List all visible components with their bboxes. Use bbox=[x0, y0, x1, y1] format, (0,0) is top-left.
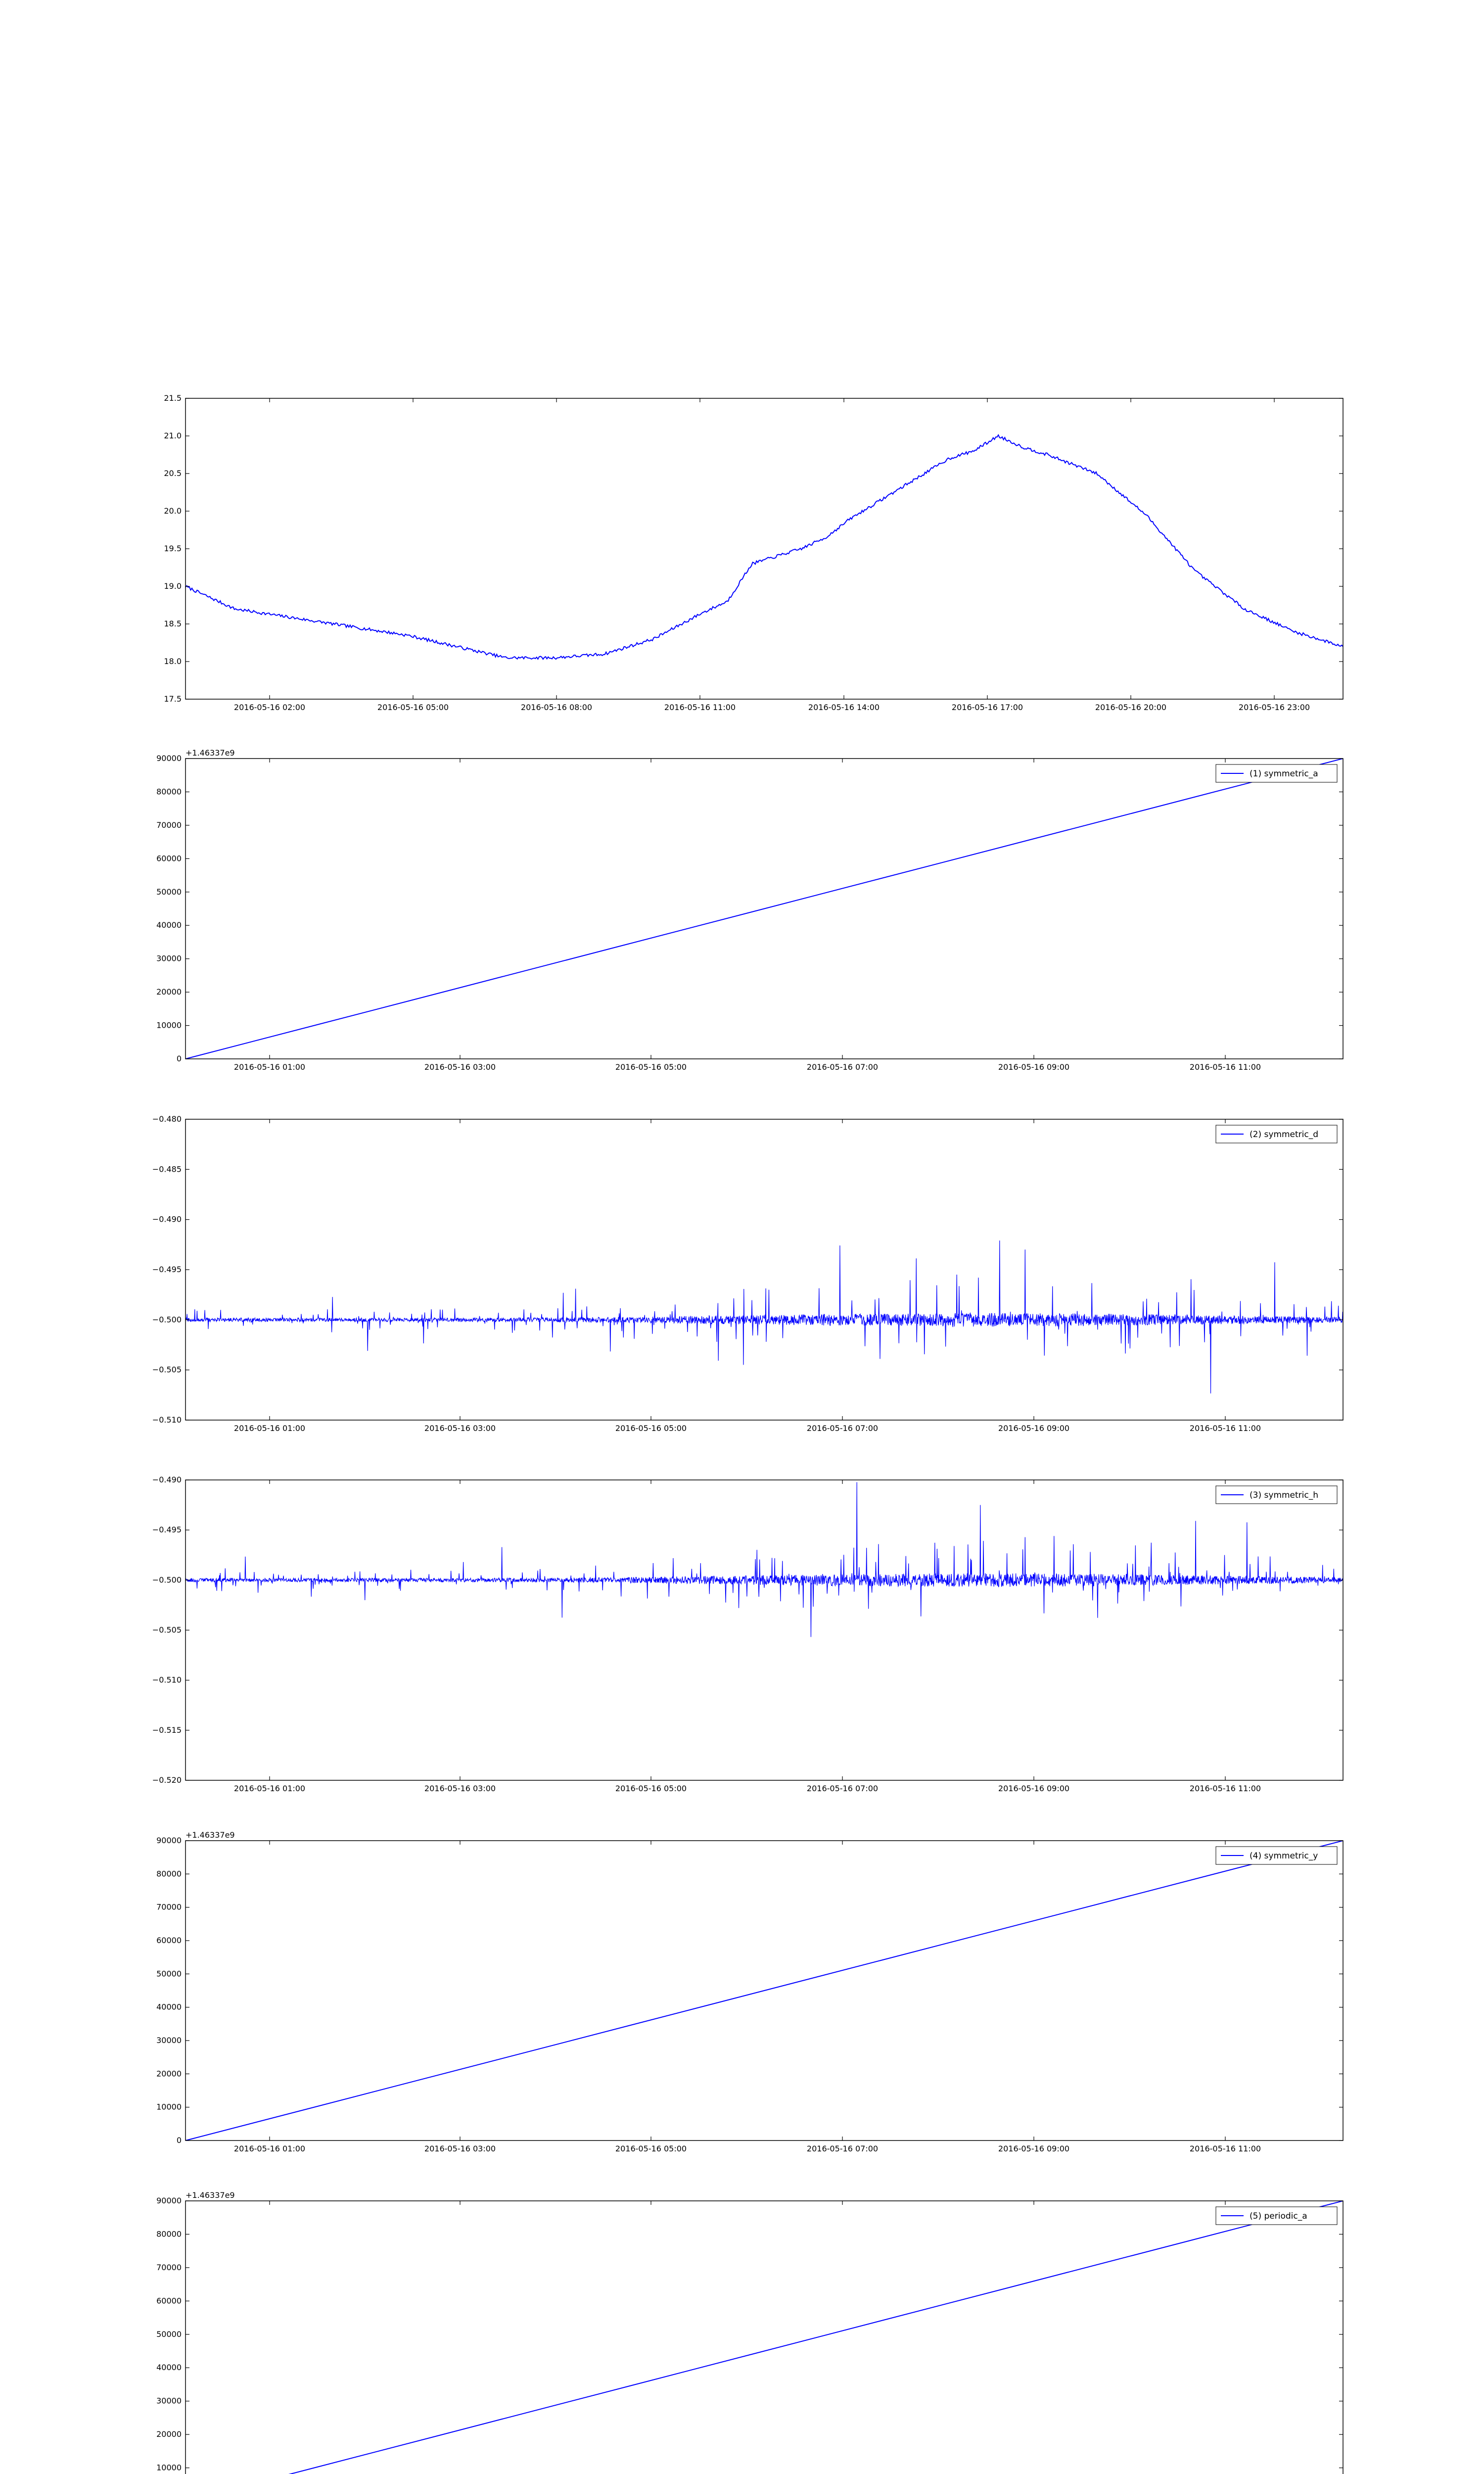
y-tick-label: 19.5 bbox=[164, 544, 182, 553]
x-tick-label: 2016-05-16 05:00 bbox=[615, 2144, 687, 2153]
y-tick-label: 18.0 bbox=[164, 657, 182, 666]
y-tick-label: 20000 bbox=[156, 2429, 182, 2439]
y-offset-label: +1.46337e9 bbox=[186, 748, 235, 758]
legend bbox=[1216, 1847, 1337, 1864]
y-tick-label: −0.510 bbox=[152, 1675, 182, 1685]
y-tick-label: −0.505 bbox=[152, 1365, 182, 1375]
y-tick-label: 10000 bbox=[156, 2463, 182, 2473]
y-tick-label: 70000 bbox=[156, 820, 182, 830]
y-tick-label: 10000 bbox=[156, 1020, 182, 1030]
x-tick-label: 2016-05-16 09:00 bbox=[998, 1062, 1070, 1072]
y-tick-label: 20.5 bbox=[164, 469, 182, 478]
legend-label: (2) symmetric_d bbox=[1250, 1130, 1318, 1140]
legend bbox=[1216, 1486, 1337, 1504]
x-tick-label: 2016-05-16 09:00 bbox=[998, 2144, 1070, 2153]
y-tick-label: 40000 bbox=[156, 2002, 182, 2012]
y-offset-label: +1.46337e9 bbox=[186, 1830, 235, 1840]
y-tick-label: 0 bbox=[176, 2136, 182, 2145]
y-tick-label: 10000 bbox=[156, 2102, 182, 2112]
x-tick-label: 2016-05-16 17:00 bbox=[951, 703, 1023, 712]
y-tick-label: −0.495 bbox=[152, 1525, 182, 1535]
y-tick-label: 21.0 bbox=[164, 431, 182, 440]
y-tick-label: −0.505 bbox=[152, 1625, 182, 1635]
legend-label: (5) periodic_a bbox=[1250, 2211, 1307, 2221]
legend bbox=[1216, 764, 1337, 782]
y-tick-label: 70000 bbox=[156, 1902, 182, 1912]
y-tick-label: 60000 bbox=[156, 2296, 182, 2306]
y-tick-label: −0.495 bbox=[152, 1265, 182, 1274]
x-tick-label: 2016-05-16 07:00 bbox=[806, 1062, 879, 1072]
y-tick-label: 80000 bbox=[156, 1869, 182, 1879]
x-tick-label: 2016-05-16 05:00 bbox=[615, 1424, 687, 1433]
x-tick-label: 2016-05-16 03:00 bbox=[424, 1424, 496, 1433]
y-tick-label: 30000 bbox=[156, 2396, 182, 2406]
x-tick-label: 2016-05-16 09:00 bbox=[998, 1784, 1070, 1793]
x-tick-label: 2016-05-16 23:00 bbox=[1238, 703, 1310, 712]
y-tick-label: −0.490 bbox=[152, 1475, 182, 1484]
y-tick-label: −0.490 bbox=[152, 1214, 182, 1224]
y-tick-label: 18.5 bbox=[164, 619, 182, 628]
legend-label: (1) symmetric_a bbox=[1250, 769, 1318, 779]
x-tick-label: 2016-05-16 11:00 bbox=[1189, 1062, 1261, 1072]
y-tick-label: 60000 bbox=[156, 854, 182, 863]
y-tick-label: −0.515 bbox=[152, 1725, 182, 1735]
x-tick-label: 2016-05-16 11:00 bbox=[1189, 2144, 1261, 2153]
legend-label: (4) symmetric_y bbox=[1250, 1851, 1318, 1861]
x-tick-label: 2016-05-16 05:00 bbox=[377, 703, 449, 712]
x-tick-label: 2016-05-16 05:00 bbox=[615, 1784, 687, 1793]
y-tick-label: 20000 bbox=[156, 2069, 182, 2079]
y-tick-label: 50000 bbox=[156, 887, 182, 897]
y-tick-label: 30000 bbox=[156, 953, 182, 963]
y-tick-label: 60000 bbox=[156, 1936, 182, 1945]
x-tick-label: 2016-05-16 11:00 bbox=[1189, 1784, 1261, 1793]
x-tick-label: 2016-05-16 01:00 bbox=[233, 1784, 306, 1793]
y-tick-label: 80000 bbox=[156, 2229, 182, 2239]
y-tick-label: 19.0 bbox=[164, 581, 182, 591]
x-tick-label: 2016-05-16 09:00 bbox=[998, 1424, 1070, 1433]
y-tick-label: 30000 bbox=[156, 2036, 182, 2045]
x-tick-label: 2016-05-16 20:00 bbox=[1095, 703, 1167, 712]
x-tick-label: 2016-05-16 08:00 bbox=[520, 703, 593, 712]
y-tick-label: 20000 bbox=[156, 987, 182, 997]
y-tick-label: −0.485 bbox=[152, 1164, 182, 1174]
x-tick-label: 2016-05-16 07:00 bbox=[806, 1424, 879, 1433]
y-tick-label: 0 bbox=[176, 1054, 182, 1063]
x-tick-label: 2016-05-16 05:00 bbox=[615, 1062, 687, 1072]
x-tick-label: 2016-05-16 01:00 bbox=[233, 1424, 306, 1433]
y-tick-label: 90000 bbox=[156, 1836, 182, 1845]
y-tick-label: 50000 bbox=[156, 2329, 182, 2339]
y-tick-label: 40000 bbox=[156, 920, 182, 930]
y-tick-label: −0.510 bbox=[152, 1415, 182, 1425]
x-tick-label: 2016-05-16 07:00 bbox=[806, 2144, 879, 2153]
y-tick-label: 17.5 bbox=[164, 694, 182, 704]
x-tick-label: 2016-05-16 07:00 bbox=[806, 1784, 879, 1793]
y-tick-label: 21.5 bbox=[164, 393, 182, 403]
x-tick-label: 2016-05-16 01:00 bbox=[233, 2144, 306, 2153]
y-tick-label: 90000 bbox=[156, 754, 182, 763]
x-tick-label: 2016-05-16 11:00 bbox=[664, 703, 736, 712]
y-tick-label: 90000 bbox=[156, 2196, 182, 2205]
y-tick-label: 40000 bbox=[156, 2363, 182, 2373]
x-tick-label: 2016-05-16 11:00 bbox=[1189, 1424, 1261, 1433]
y-tick-label: −0.520 bbox=[152, 1775, 182, 1785]
x-tick-label: 2016-05-16 02:00 bbox=[233, 703, 306, 712]
y-tick-label: 70000 bbox=[156, 2262, 182, 2272]
legend-label: (3) symmetric_h bbox=[1250, 1490, 1318, 1500]
y-tick-label: 20.0 bbox=[164, 506, 182, 516]
y-tick-label: 50000 bbox=[156, 1969, 182, 1979]
legend bbox=[1216, 2207, 1337, 2225]
y-tick-label: −0.500 bbox=[152, 1315, 182, 1325]
y-tick-label: −0.500 bbox=[152, 1575, 182, 1585]
legend bbox=[1216, 1125, 1337, 1143]
x-tick-label: 2016-05-16 03:00 bbox=[424, 1784, 496, 1793]
x-tick-label: 2016-05-16 03:00 bbox=[424, 2144, 496, 2153]
y-offset-label: +1.46337e9 bbox=[186, 2190, 235, 2200]
y-tick-label: −0.480 bbox=[152, 1114, 182, 1124]
y-tick-label: 80000 bbox=[156, 787, 182, 797]
x-tick-label: 2016-05-16 14:00 bbox=[808, 703, 880, 712]
x-tick-label: 2016-05-16 03:00 bbox=[424, 1062, 496, 1072]
x-tick-label: 2016-05-16 01:00 bbox=[233, 1062, 306, 1072]
